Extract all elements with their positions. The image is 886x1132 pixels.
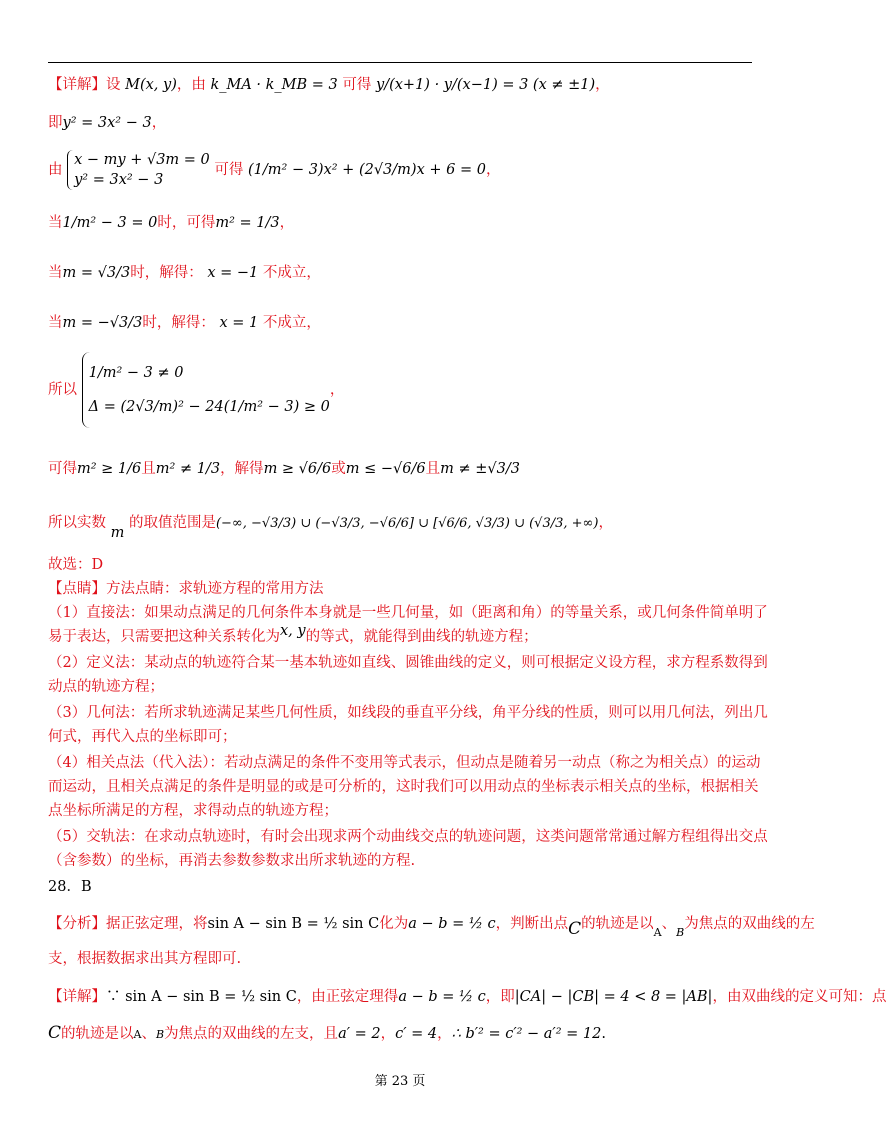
text: ，由 [176, 77, 206, 93]
math-x-value: x = −1 [207, 265, 259, 281]
text: ， [329, 382, 345, 398]
text: 的取值范围是 [128, 515, 216, 531]
text: 为焦点的双曲线的左 [684, 916, 815, 932]
math-m-squared: m² = 1/3 [215, 215, 280, 231]
math-xy: x, y [280, 623, 306, 639]
math: m² ≥ 1/6 [77, 461, 142, 477]
detail-tag: 【详解】 [48, 989, 106, 1005]
solution-line-1 [48, 74, 752, 96]
text: ，判断出点 [495, 916, 569, 932]
q28-detail-2 [48, 1022, 752, 1046]
math-point-a: A [133, 1028, 142, 1041]
math: sin A − sin B = ½ sin C [207, 916, 380, 932]
text: . [601, 1026, 606, 1042]
text: 由 [48, 162, 63, 178]
q28-number: 28．B [48, 879, 92, 895]
text: 为焦点的双曲线的左支，且 [164, 1026, 339, 1042]
text: 不成立， [262, 315, 321, 331]
text: ， [437, 1026, 452, 1042]
text: 设 [106, 77, 121, 93]
text: 据正弦定理，将 [106, 916, 208, 932]
text: ，由正弦定理得 [296, 989, 399, 1005]
system-ineq-2: Δ = (2√3/m)² − 24(1/m² − 3) ≥ 0 [88, 399, 330, 415]
math-condition: 1/m² − 3 = 0 [62, 215, 158, 231]
system-eq-1: x − my + √3m = 0 [74, 152, 210, 168]
math: m ≤ −√6/6 [345, 461, 426, 477]
q28-analysis-2: 支，根据数据求出其方程即可. [48, 951, 242, 967]
math-x-value: x = 1 [219, 315, 259, 331]
solution-line-5 [48, 262, 752, 284]
text: ， [279, 215, 295, 231]
text: 且 [141, 461, 156, 477]
text: 的等式，就能得到曲线的轨迹方程； [305, 629, 538, 645]
text: 不成立， [262, 265, 321, 281]
text: 、 [661, 916, 677, 932]
text: 所以 [48, 382, 77, 398]
text: 可得 [214, 162, 244, 178]
math-point-m: M(x, y) [125, 77, 177, 93]
method-p5a: （5）交轨法：在求动点轨迹时，有时会出现求两个动曲线交点的轨迹问题，这类问题常常通过解方程组得出交点 [48, 829, 768, 845]
solution-answer [48, 554, 752, 576]
solution-line-2 [48, 112, 752, 134]
text: ， [380, 1026, 396, 1042]
text: 当 [48, 215, 63, 231]
text: 或 [331, 461, 346, 477]
text: 且 [425, 461, 441, 477]
math-quadratic: (1/m² − 3)x² + (2√3/m)x + 6 = 0 [248, 162, 486, 178]
math-slope-equation: y/(x+1) · y/(x−1) = 3 (x ≠ ±1) [376, 77, 596, 93]
q28-detail-1 [48, 986, 886, 1008]
text: 可得 [342, 77, 372, 93]
system-ineq-1: 1/m² − 3 ≠ 0 [88, 365, 184, 381]
method-p2b: 动点的轨迹方程； [48, 679, 164, 695]
method-p2a: （2）定义法：某动点的轨迹符合某一基本轨迹如直线、圆锥曲线的定义，则可根据定义设方程，求方程系数得到 [48, 655, 768, 671]
math: c′ = 4 [395, 1026, 438, 1042]
math-point-b: B [155, 1028, 165, 1041]
detail-tag: 【详解】 [48, 77, 106, 93]
math-m-value: m = −√3/3 [62, 315, 143, 331]
text: 的轨迹是以 [61, 1026, 134, 1042]
method-title-line [48, 578, 752, 600]
math-range: (−∞, −√3/3) ∪ (−√3/3, −√6/6] ∪ [√6/6, √3/3) ∪ (√3/3, +∞) [215, 516, 599, 531]
text: 的轨迹是以 [581, 916, 654, 932]
answer-text: 故选：D [48, 557, 104, 573]
text: ，解得 [220, 461, 264, 477]
math: a′ = 2 [338, 1026, 381, 1042]
text: 时，解得： [130, 265, 203, 281]
text: ，即 [485, 989, 515, 1005]
header-rule [48, 62, 752, 63]
math-slope-product: k_MA · k_MB = 3 [210, 77, 338, 93]
method-title: 方法点睛：求轨迹方程的常用方法 [106, 581, 324, 597]
solution-line-9 [48, 512, 752, 541]
math-m: m [110, 525, 125, 541]
text: 即 [48, 115, 63, 131]
text: 化为 [379, 916, 409, 932]
text: 可得 [48, 461, 77, 477]
analysis-tag: 【分析】 [48, 916, 106, 932]
text: 时，可得 [157, 215, 216, 231]
method-p1b [48, 623, 752, 648]
q28-analysis-1 [48, 912, 815, 939]
text: 易于表达，只需要把这种关系转化为 [48, 629, 280, 645]
system-eq-2: y² = 3x² − 3 [74, 172, 164, 188]
method-p4c: 点坐标所满足的方程，求得动点的轨迹方程； [48, 803, 338, 819]
system-brace [67, 150, 210, 190]
method-p1a: （1）直接法：如果动点满足的几何条件本身就是一些几何量，如（距离和角）的等量关系，或几何条件简单明了 [48, 605, 768, 621]
text: 所以实数 [48, 515, 106, 531]
method-p5b: （含参数）的坐标，再消去参数参数求出所求轨迹的方程. [48, 853, 416, 869]
text: ， [151, 115, 167, 131]
text: 时，解得： [142, 315, 215, 331]
solution-line-7 [48, 352, 752, 428]
text: 当 [48, 265, 63, 281]
math-point-a: A [653, 926, 662, 939]
math: ∵ sin A − sin B = ½ sin C [106, 989, 297, 1005]
text: 当 [48, 315, 63, 331]
text: ， [598, 515, 613, 531]
solution-line-8 [48, 458, 752, 480]
text: ， [595, 77, 610, 93]
math: m ≠ ±√3/3 [440, 461, 520, 477]
solution-line-3 [48, 150, 752, 190]
solution-line-4 [48, 212, 752, 234]
math: ∴ b′² = c′² − a′² = 12 [451, 1026, 602, 1042]
text: 、 [141, 1026, 156, 1042]
math: a − b = ½ c [398, 989, 486, 1005]
math-curve: y² = 3x² − 3 [62, 115, 152, 131]
math-m-value: m = √3/3 [62, 265, 131, 281]
math-point-b: B [676, 926, 685, 939]
method-p4a: （4）相关点法（代入法）：若动点满足的条件不变用等式表示，但动点是随着另一动点（称之为相关点）的运动 [48, 755, 761, 771]
method-tag: 【点睛】 [48, 581, 106, 597]
math-point-c: C [568, 919, 582, 939]
page-number: 第 23 页 [374, 1074, 426, 1089]
solution-line-6 [48, 312, 752, 334]
math: |CA| − |CB| = 4 < 8 = |AB| [514, 989, 713, 1005]
text: ， [485, 162, 501, 178]
math: m² ≠ 1/3 [155, 461, 221, 477]
math: a − b = ½ c [408, 916, 496, 932]
method-p3a: （3）几何法：若所求轨迹满足某些几何性质，如线段的垂直平分线，角平分线的性质，则可以用几何法，列出几 [48, 705, 768, 721]
math: m ≥ √6/6 [263, 461, 332, 477]
system-brace [82, 352, 330, 428]
math-point-c: C [48, 1023, 62, 1043]
method-p3b: 何式，再代入点的坐标即可； [48, 729, 237, 745]
text: ，由双曲线的定义可知：点 [712, 989, 886, 1005]
method-p4b: 而运动，且相关点满足的条件是明显的或是可分析的，这时我们可以用动点的坐标表示相关点的坐标，根据相关 [48, 779, 759, 795]
